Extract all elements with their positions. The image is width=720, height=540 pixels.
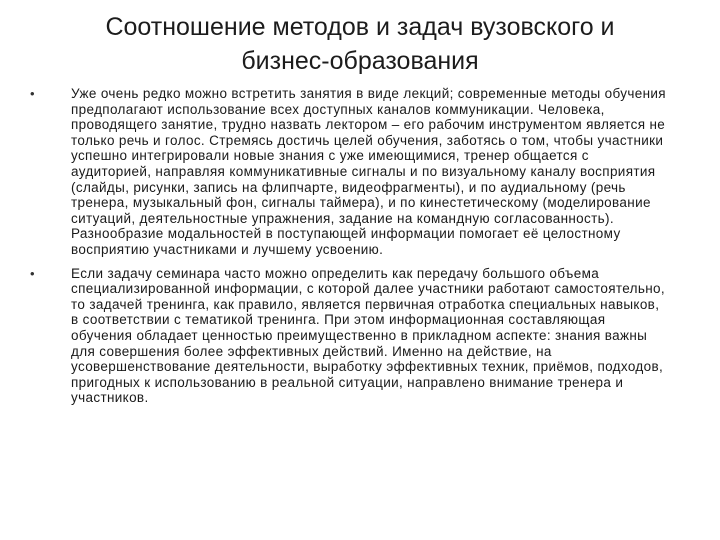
- bullet-icon: •: [30, 86, 35, 101]
- bullet-text: Если задачу семинара часто можно определить как передачу большого объема специализированной информации, с которой далее участники работают самостоятельно, то задачей тренинга, как правило, является первичная отработка специальных навыков, в соответствии с тематикой тренинга. При этом информационная составляющая обучения обладает ценностью преимущественно в прикладном аспекте: знания важны для совершения более эффективных действий. Именно на действие, на усовершенствование деятельности, выработку эффективных техник, приёмов, подходов, пригодных к использованию в реальной ситуации, направлено внимание тренера и участников.: [71, 265, 666, 406]
- bullet-icon: •: [30, 265, 35, 281]
- bullet-text: Уже очень редко можно встретить занятия в виде лекций; современные методы обучения предполагают использование всех доступных каналов коммуникации. Человека, проводящего занятие, трудно назвать лектором – его рабочим инструментом является не только речь и голос. Стремясь достичь целей обучения, заботясь о том, чтобы участники успешно интегрировали новые знания с уже имеющимися, тренер общается с аудиторией, направляя коммуникативные сигналы и по визуальному каналу восприятия (слайды, рисунки, запись на флипчарте, видеофрагменты), и по аудиальному (речь тренера, музыкальный фон, сигналы таймера), и по кинестетическому (моделирование ситуаций, деятельностные упражнения, задание на командную согласованность). Разнообразие модальностей в поступающей информации помогает её целостному восприятию участниками и лучшему усвоению.: [71, 86, 666, 257]
- bullet-list: [30, 86, 670, 414]
- slide-title: Соотношение методов и задач вузовского и бизнес-образования: [105, 13, 615, 75]
- bullet-item: [30, 86, 670, 258]
- bullet-item: [30, 266, 670, 406]
